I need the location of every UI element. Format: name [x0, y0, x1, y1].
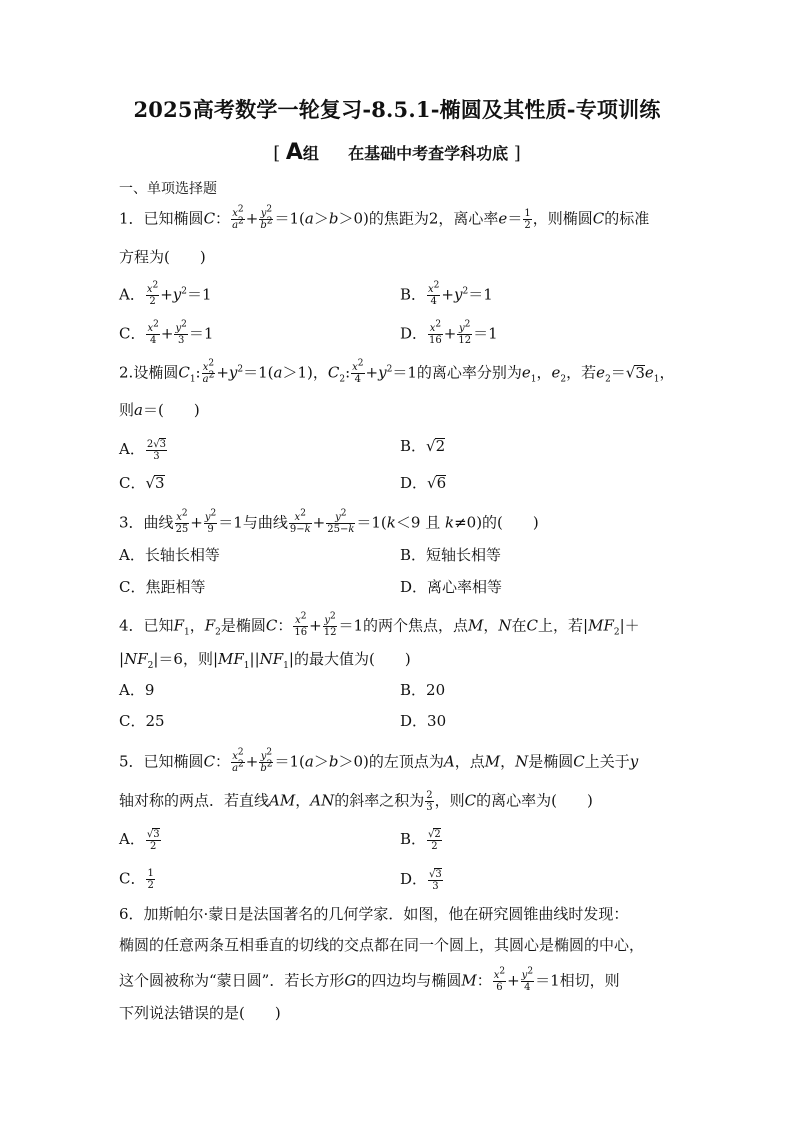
question-5-line-2: 轴对称的两点．若直线AM，AN的斜率之积为 $\frac{2}{3}$ ，则C的离心率为( ): [119, 790, 593, 813]
q4-option-b: B．20: [400, 681, 446, 699]
q5-option-d: D． $\frac{√3}{3}$: [400, 869, 442, 892]
q5-option-a: A． $\frac{√3}{2}$: [119, 829, 160, 852]
question-2-line-2: 则a＝( ): [119, 401, 200, 419]
question-1-line-1: 1．已知椭圆C： $\frac{x^2}{a^2}$ + $\frac{y^2}{b^2}$ ＝1(a＞b＞0)的焦距为2，离心率e＝ $\frac{1}{2}$ ，则椭圆C的标准: [119, 204, 650, 231]
q1-option-d: D． $\frac{x^2}{16}$ + $\frac{y^2}{12}$ ＝1: [400, 319, 498, 346]
q4-option-a: A．9: [119, 681, 155, 699]
group-zu: 组: [302, 144, 319, 163]
q2-option-b: B．√2: [400, 437, 446, 455]
group-heading: [ A组 在基础中考查学科功底 ]: [273, 140, 521, 165]
section-heading: 一、单项选择题: [119, 181, 217, 197]
q4-option-d: D．30: [400, 712, 447, 730]
page-title: 2025高考数学一轮复习-8.5.1-椭圆及其性质-专项训练: [133, 97, 661, 122]
q3-option-b: B．短轴长相等: [400, 546, 502, 564]
group-letter: A: [285, 140, 303, 165]
question-2-line-1: 2.设椭圆$C_1$: $\frac{x^2}{a^2}$ $+y^2=1(a>1)$，$C_2$: $\frac{x^2}{4}$ $+y^2=1$的离心率分别为$e_1$，$e_2$，若$e_2=√3e_1$，: [119, 358, 675, 385]
q3-option-c: C．焦距相等: [119, 578, 206, 596]
question-6-line-3: 这个圆被称为“蒙日圆”．若长方形G的四边均与椭圆M： $\frac{x^2}{6}$ + $\frac{y^2}{4}$ ＝1相切，则: [119, 966, 620, 993]
question-6-line-2: 椭圆的任意两条互相垂直的切线的交点都在同一个圆上，其圆心是椭圆的中心，: [119, 936, 645, 954]
q2-option-a: A． $\frac{2√3}{3}$: [119, 439, 166, 462]
question-6-line-4: 下列说法错误的是( ): [119, 1004, 281, 1022]
q3-option-a: A．长轴长相等: [119, 546, 220, 564]
q2-option-c: C．√3: [119, 474, 165, 492]
q2-option-d: D．√6: [400, 474, 447, 492]
question-5-line-1: 5．已知椭圆C： $\frac{x^2}{a^2}$ + $\frac{y^2}{b^2}$ ＝1(a＞b＞0)的左顶点为A，点M，N是椭圆C上关于y: [119, 747, 639, 774]
q1-option-c: C． $\frac{x^2}{4}$ + $\frac{y^2}{3}$ ＝1: [119, 319, 214, 346]
question-4-line-1: 4．已知$F_1$，$F_2$是椭圆C： $\frac{x^2}{16}$ + $\frac{y^2}{12}$ ＝1的两个焦点，点M，N在C上，若$|MF_2|+$: [119, 611, 640, 638]
q5-option-b: B． $\frac{√2}{2}$: [400, 829, 441, 852]
group-subtitle: 在基础中考查学科功底: [348, 144, 509, 163]
q4-option-c: C．25: [119, 712, 165, 730]
q1-option-b: B． $\frac{x^2}{4}$ $+y^2=1$: [400, 280, 493, 307]
question-6-line-1: 6．加斯帕尔·蒙日是法国著名的几何学家．如图，他在研究圆锥曲线时发现：: [119, 905, 629, 923]
question-1-line-2: 方程为( ): [119, 248, 206, 266]
q3-option-d: D．离心率相等: [400, 578, 503, 596]
q1-option-a: A． $\frac{x^2}{2}$ $+y^2=1$: [119, 280, 212, 307]
q5-option-c: C． $\frac{1}{2}$: [119, 868, 154, 891]
question-3-line-1: 3．曲线 $\frac{x^2}{25}$ + $\frac{y^2}{9}$ ＝1与曲线 $\frac{x^2}{9-k}$ + $\frac{y^2}{25-k}$ ＝1(k＜9 且 k≠0)的( ): [119, 508, 539, 535]
question-4-line-2: $|NF_2|=6$，则$|MF_1||NF_1|$的最大值为( ): [119, 650, 411, 671]
